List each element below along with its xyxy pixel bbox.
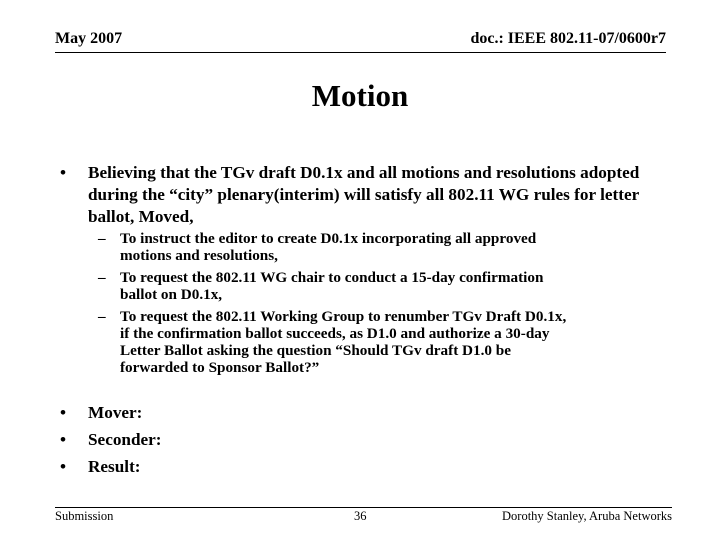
main-bullet-text: Believing that the TGv draft D0.1x and all motions and resolutions adopted during the “city” plenary(interim) will satisfy all 802.11 WG rules for letter ballot, Moved, [88, 163, 640, 226]
sub-bullet-line: forwarded to Sponsor Ballot?” [120, 359, 320, 376]
sub-bullet-line: motions and resolutions, [120, 247, 278, 264]
header-doc-id: doc.: IEEE 802.11-07/0600r7 [470, 30, 666, 47]
vote-label: Mover: [88, 403, 143, 422]
bullet-marker: • [60, 457, 67, 476]
bullet-marker: • [60, 163, 67, 182]
header-date: May 2007 [55, 30, 123, 47]
sub-bullet-line: if the confirmation ballot succeeds, as D1.0 and authorize a 30-day [120, 325, 550, 342]
vote-list [60, 399, 162, 480]
dash-marker: – [98, 230, 106, 247]
footer-page-number: 36 [354, 509, 367, 523]
sub-bullet-line: To request the 802.11 WG chair to conduct a 15-day confirmation [120, 269, 544, 286]
footer-divider [55, 507, 672, 508]
main-bullet-row [60, 162, 660, 228]
sub-bullet-line: To request the 802.11 Working Group to renumber TGv Draft D0.1x, [120, 308, 567, 325]
sub-bullet-list [98, 230, 678, 381]
sub-bullet-item [98, 269, 678, 303]
slide-title: Motion [311, 78, 409, 113]
footer-submission: Submission [55, 509, 114, 523]
footer-author: Dorothy Stanley, Aruba Networks [502, 509, 672, 523]
sub-bullet-line: ballot on D0.1x, [120, 286, 223, 303]
vote-item-mover [60, 399, 162, 426]
vote-item-result [60, 453, 162, 480]
dash-marker: – [98, 308, 106, 325]
bullet-marker: • [60, 403, 67, 422]
vote-label: Result: [88, 457, 141, 476]
sub-bullet-item [98, 230, 678, 264]
sub-bullet-item [98, 308, 678, 376]
bullet-marker: • [60, 430, 67, 449]
main-bullet [60, 162, 660, 228]
dash-marker: – [98, 269, 106, 286]
sub-bullet-line: Letter Ballot asking the question “Should TGv draft D1.0 be [120, 342, 511, 359]
vote-item-seconder [60, 426, 162, 453]
header-divider [55, 52, 666, 53]
vote-label: Seconder: [88, 430, 162, 449]
sub-bullet-line: To instruct the editor to create D0.1x incorporating all approved [120, 230, 537, 247]
